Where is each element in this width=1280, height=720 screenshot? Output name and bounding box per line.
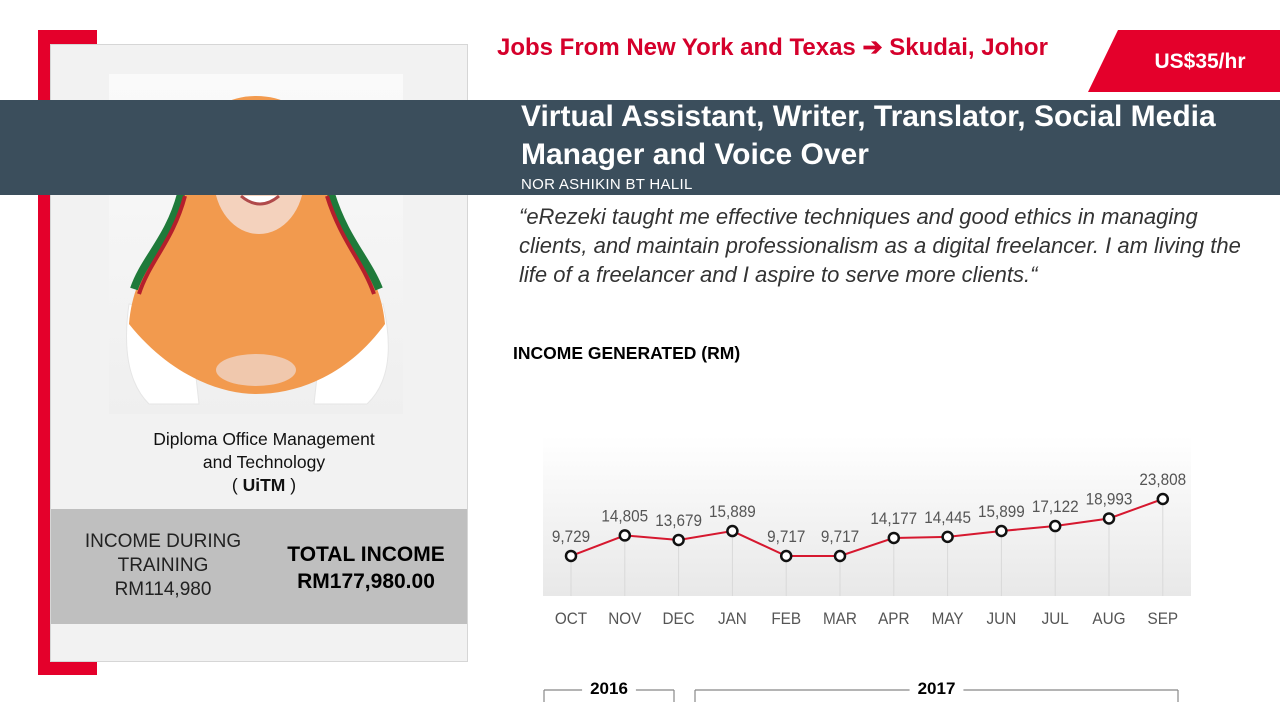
data-label: 15,889 <box>709 502 756 522</box>
x-tick-label: SEP <box>1147 609 1179 629</box>
data-label: 23,808 <box>1139 470 1187 490</box>
total-income-label: TOTAL INCOME <box>287 543 445 566</box>
university-name: UiTM <box>242 475 286 495</box>
jobs-from-location: Jobs From New York and Texas ➔ Skudai, Johor <box>497 34 1048 61</box>
income-during-label-1: INCOME DURING <box>84 531 242 552</box>
testimonial-quote: “eRezeki taught me effective techniques and good ethics in managing clients, and maintain professionalism as a digital freelancer. I am living the life of a freelancer and I aspire to serve more clients.“ <box>519 204 1241 287</box>
data-label: 14,177 <box>870 509 918 529</box>
x-tick-label: JUN <box>986 609 1017 629</box>
data-label: 14,805 <box>601 506 649 526</box>
data-label: 9,717 <box>767 527 806 547</box>
person-name: NOR ASHIKIN BT HALIL <box>521 176 693 193</box>
x-tick-label: DEC <box>662 609 695 629</box>
data-point <box>566 551 576 561</box>
education-line-1: Diploma Office Management <box>153 429 375 449</box>
data-point <box>835 551 845 561</box>
total-income-value: RM177,980.00 <box>297 570 435 593</box>
job-role-title: Virtual Assistant, Writer, Translator, Social Media Manager and Voice Over <box>521 100 1216 171</box>
x-tick-label: JAN <box>717 609 747 629</box>
data-label: 13,679 <box>655 511 702 531</box>
university-open-paren: ( <box>231 475 243 495</box>
data-point <box>996 526 1006 536</box>
data-point <box>1050 521 1060 531</box>
hourly-rate: US$35/hr <box>1154 50 1246 73</box>
data-point <box>943 532 953 542</box>
data-label: 14,445 <box>924 508 971 528</box>
data-point <box>620 530 630 540</box>
x-tick-label: APR <box>878 609 910 629</box>
data-point <box>889 533 899 543</box>
chart-title: INCOME GENERATED (RM) <box>513 343 741 363</box>
income-during-label-2: TRAINING <box>117 555 209 576</box>
university-close-paren: ) <box>285 475 297 495</box>
x-tick-label: FEB <box>771 609 802 629</box>
data-point <box>1104 513 1114 523</box>
data-point <box>674 535 684 545</box>
data-label: 9,729 <box>551 527 591 547</box>
data-label: 18,993 <box>1085 489 1133 509</box>
x-tick-label: OCT <box>554 609 588 629</box>
x-tick-label: JUL <box>1041 609 1069 629</box>
x-tick-label: MAR <box>823 609 857 629</box>
data-label: 15,899 <box>978 502 1025 522</box>
income-during-value: RM114,980 <box>114 579 212 600</box>
data-point <box>727 526 737 536</box>
data-label: 17,122 <box>1031 497 1079 517</box>
year-label: 2017 <box>917 679 956 698</box>
data-point <box>781 551 791 561</box>
year-label: 2016 <box>590 679 628 698</box>
data-label: 9,717 <box>820 527 860 547</box>
data-point <box>1158 494 1168 504</box>
education-line-2: and Technology <box>202 452 326 472</box>
x-tick-label: MAY <box>931 609 964 629</box>
x-tick-label: AUG <box>1092 609 1126 629</box>
x-tick-label: NOV <box>608 609 642 629</box>
